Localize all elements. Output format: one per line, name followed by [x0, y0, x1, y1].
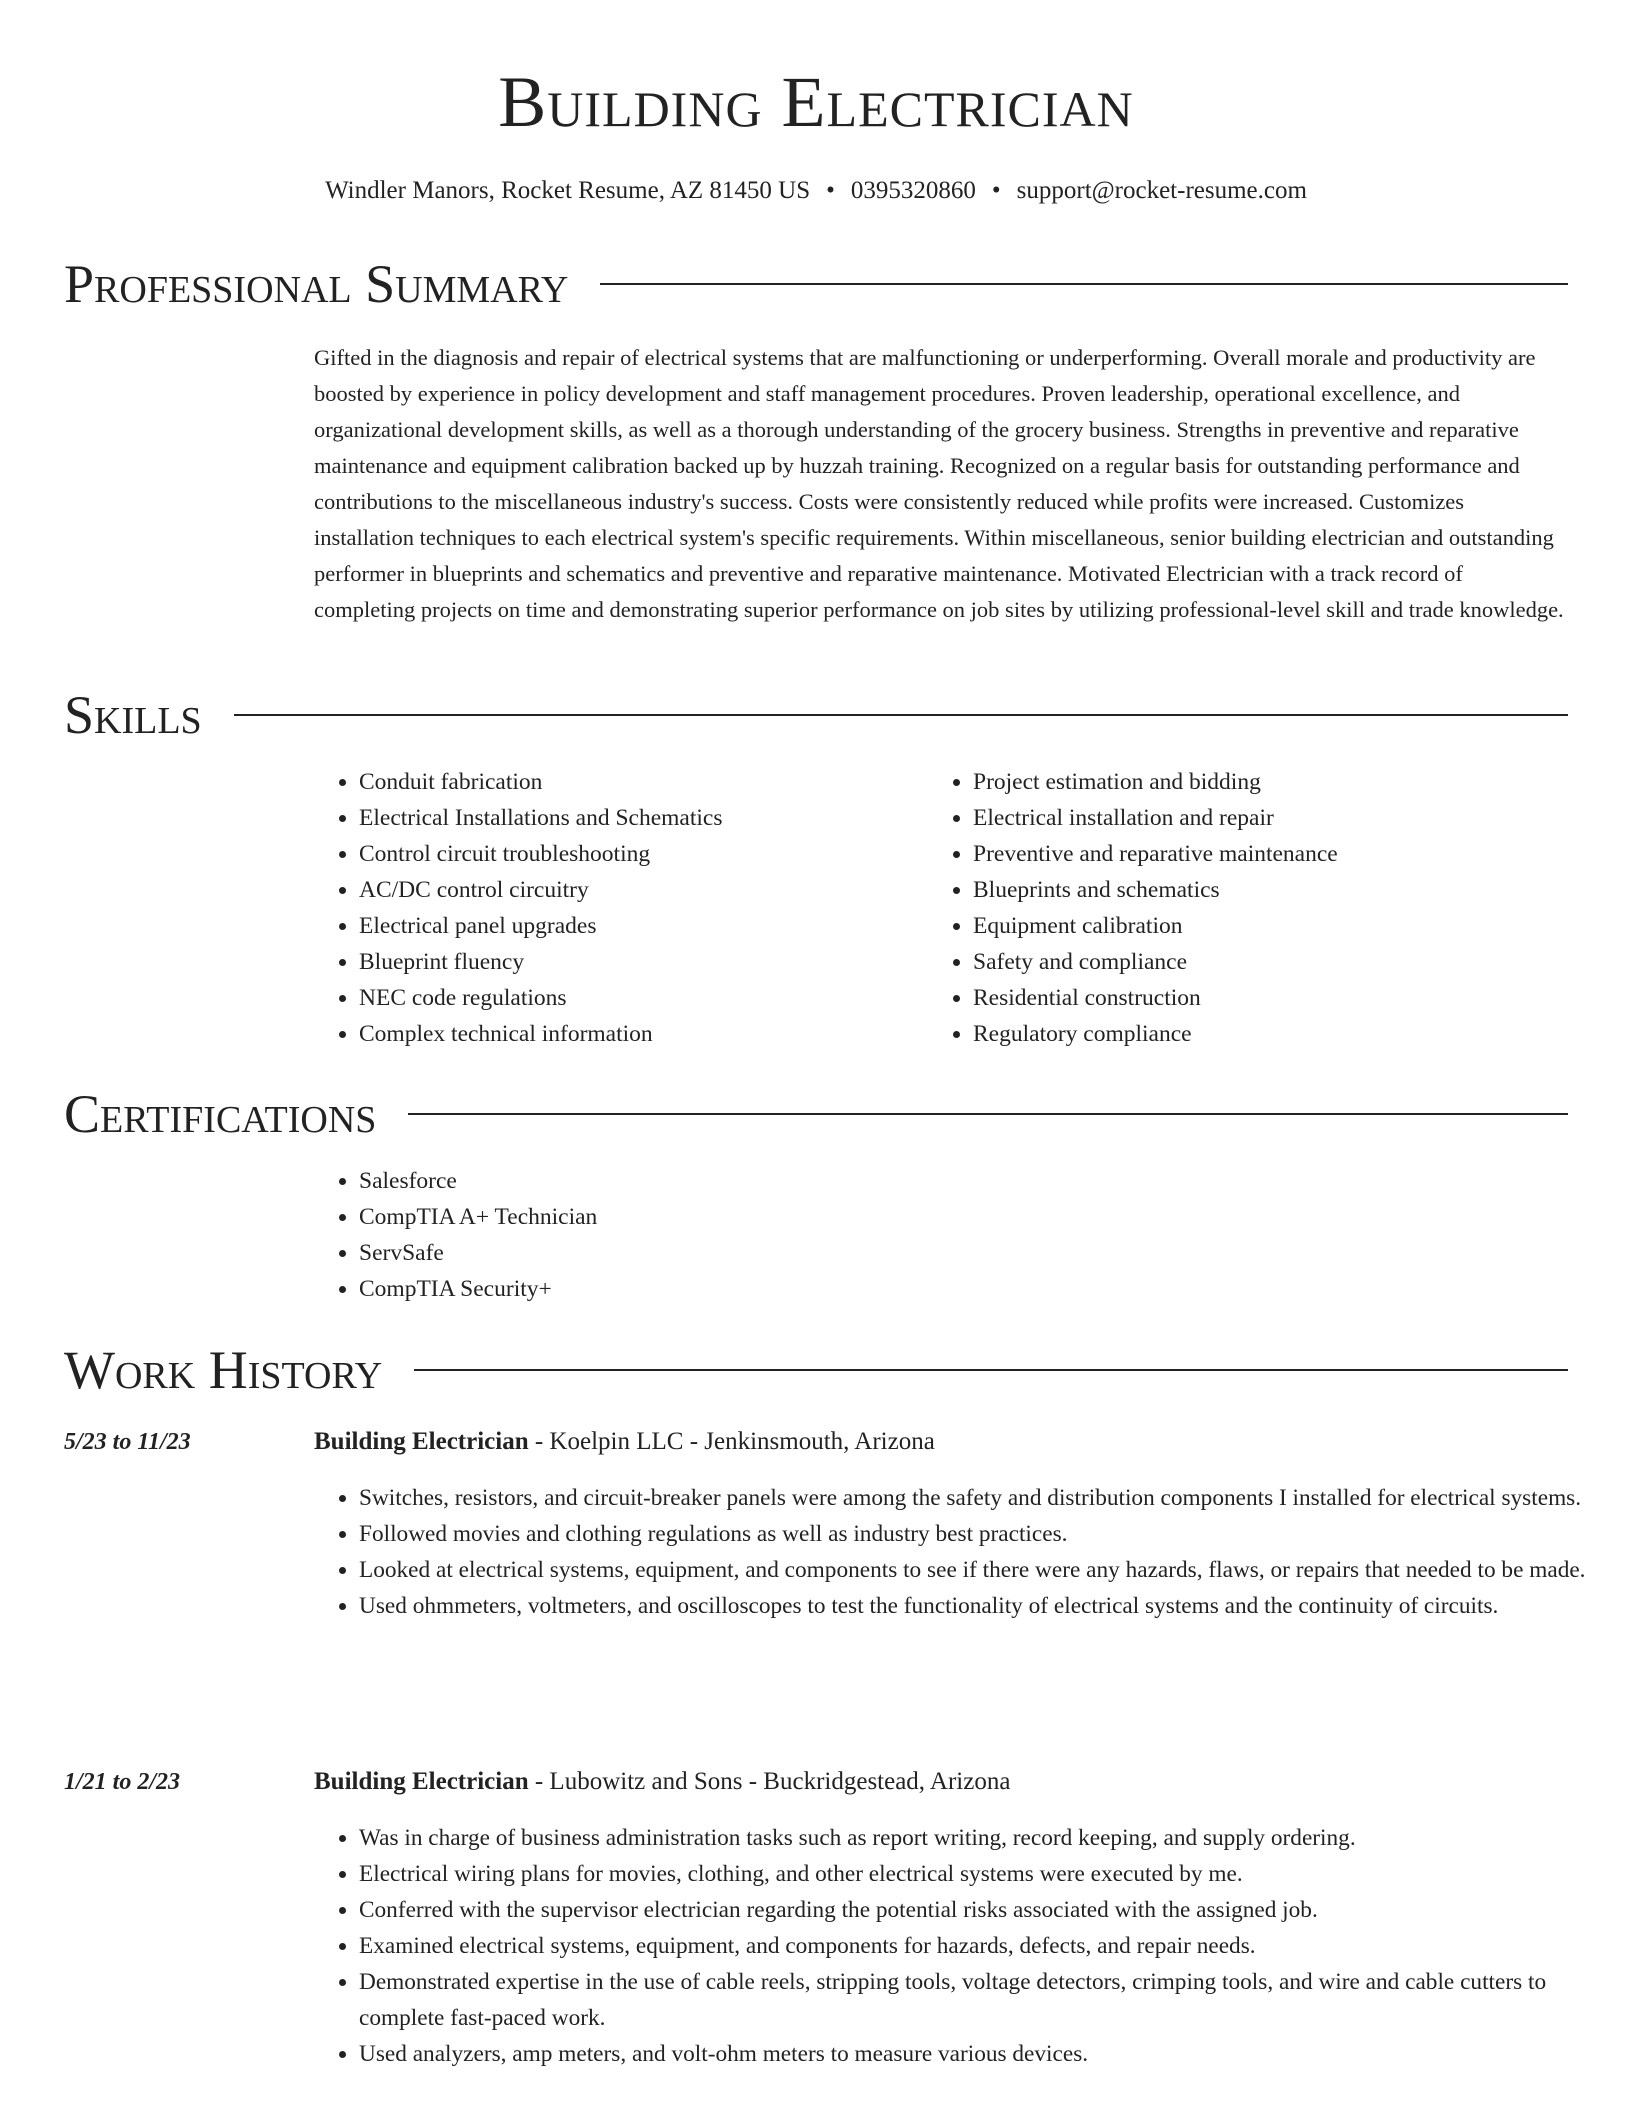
skill-item: • Equipment calibration: [973, 908, 1613, 944]
certification-item: • CompTIA A+ Technician: [359, 1199, 1159, 1235]
contact-phone: 0395320860: [850, 177, 976, 204]
skill-item: • Preventive and reparative maintenance: [973, 836, 1613, 872]
skill-item: • Project estimation and bidding: [973, 764, 1613, 800]
skill-item: • Electrical Installations and Schematics: [359, 800, 919, 836]
job-heading: [314, 1426, 935, 1458]
contact-separator: •: [826, 177, 835, 204]
summary-section-header: [64, 254, 1568, 314]
skill-item: • Safety and compliance: [973, 944, 1613, 980]
skill-item: • Blueprints and schematics: [973, 872, 1613, 908]
contact-separator: •: [991, 177, 1001, 204]
certification-item: • ServSafe: [359, 1235, 1159, 1271]
skill-item: • Complex technical information: [359, 1016, 919, 1052]
skills-section-header: [64, 685, 1568, 745]
skill-item: • AC/DC control circuitry: [359, 872, 919, 908]
summary-text: Gifted in the diagnosis and repair of electrical systems that are malfunctioning or underperforming. Overall morale and productivity are boosted by experience in policy development and staff management procedures. Proven leadership, operational excellence, and organizational development skills, as well as a thorough understanding of the grocery business. Strengths in preventive and reparative maintenance and equipment calibration backed up by huzzah training. Recognized on a regular basis for outstanding performance and contributions to the miscellaneous industry's success. Costs were consistently reduced while profits were increased. Customizes installation techniques to each electrical system's specific requirements. Within miscellaneous, senior building electrician and outstanding performer in blueprints and schematics and preventive and reparative maintenance. Motivated Electrician with a track record of completing projects on time and demonstrating superior performance on job sites by utilizing professional-level skill and trade knowledge.: [314, 345, 1564, 622]
contact-email[interactable]: support@rocket-resume.com: [1016, 177, 1307, 204]
section-divider: [414, 1369, 1568, 1371]
job-employer: - Lubowitz and Sons - Buckridgestead, Arizona: [528, 1768, 1011, 1795]
job-title: Building Electrician: [314, 1428, 529, 1455]
job-heading: [314, 1766, 1010, 1798]
skill-item: • Electrical installation and repair: [973, 800, 1613, 836]
contact-address: Windler Manors, Rocket Resume, AZ 81450 US: [325, 177, 811, 204]
skills-list-left: [314, 764, 919, 1052]
job-bullet: • Was in charge of business administration tasks such as report writing, record keeping, and supply ordering.: [359, 1820, 1609, 1856]
skill-item: • NEC code regulations: [359, 980, 919, 1016]
candidate-name: Building Electrician: [498, 62, 1134, 142]
section-title-skills: Skills: [64, 685, 202, 745]
job-bullet: • Demonstrated expertise in the use of cable reels, stripping tools, voltage detectors, crimping tools, and wire and cable cutters to complete fast-paced work.: [359, 1964, 1609, 2036]
skill-item: • Regulatory compliance: [973, 1016, 1613, 1052]
section-title-summary: Professional Summary: [64, 254, 569, 314]
skill-item: • Conduit fabrication: [359, 764, 919, 800]
job-bullet: • Electrical wiring plans for movies, clothing, and other electrical systems were executed by me.: [359, 1856, 1609, 1892]
contact-line: [0, 176, 1632, 206]
certification-item: • Salesforce: [359, 1163, 1159, 1199]
job-bullet: • Used analyzers, amp meters, and volt-ohm meters to measure various devices.: [359, 2036, 1609, 2072]
work-section-header: [64, 1340, 1568, 1400]
section-divider: [600, 283, 1568, 285]
job-bullet: • Followed movies and clothing regulations as well as industry best practices.: [359, 1516, 1609, 1552]
job-bullets: [314, 1820, 1609, 2072]
section-title-work: Work History: [64, 1340, 383, 1400]
job-bullet: • Switches, resistors, and circuit-breaker panels were among the safety and distribution components I installed for electrical systems.: [359, 1480, 1609, 1516]
certifications-list: [314, 1163, 1159, 1307]
job-bullet: • Used ohmmeters, voltmeters, and oscilloscopes to test the functionality of electrical systems and the continuity of circuits.: [359, 1588, 1609, 1624]
skills-list-right: [928, 764, 1613, 1052]
skill-item: • Electrical panel upgrades: [359, 908, 919, 944]
section-title-certifications: Certifications: [64, 1084, 377, 1144]
job-bullet: • Looked at electrical systems, equipment, and components to see if there were any hazards, flaws, or repairs that needed to be made.: [359, 1552, 1609, 1588]
job-title: Building Electrician: [314, 1768, 529, 1795]
job-employer: - Koelpin LLC - Jenkinsmouth, Arizona: [528, 1428, 935, 1455]
job-dates: 1/21 to 2/23: [64, 1769, 181, 1795]
job-bullet: • Conferred with the supervisor electrician regarding the potential risks associated with the assigned job.: [359, 1892, 1609, 1928]
skill-item: • Blueprint fluency: [359, 944, 919, 980]
job-bullets: [314, 1480, 1609, 1624]
skill-item: • Residential construction: [973, 980, 1613, 1016]
section-divider: [234, 714, 1568, 716]
skill-item: • Control circuit troubleshooting: [359, 836, 919, 872]
job-bullet: • Examined electrical systems, equipment, and components for hazards, defects, and repair needs.: [359, 1928, 1609, 1964]
section-divider: [408, 1113, 1568, 1115]
job-dates: 5/23 to 11/23: [64, 1429, 191, 1455]
certification-item: • CompTIA Security+: [359, 1271, 1159, 1307]
certifications-section-header: [64, 1084, 1568, 1144]
